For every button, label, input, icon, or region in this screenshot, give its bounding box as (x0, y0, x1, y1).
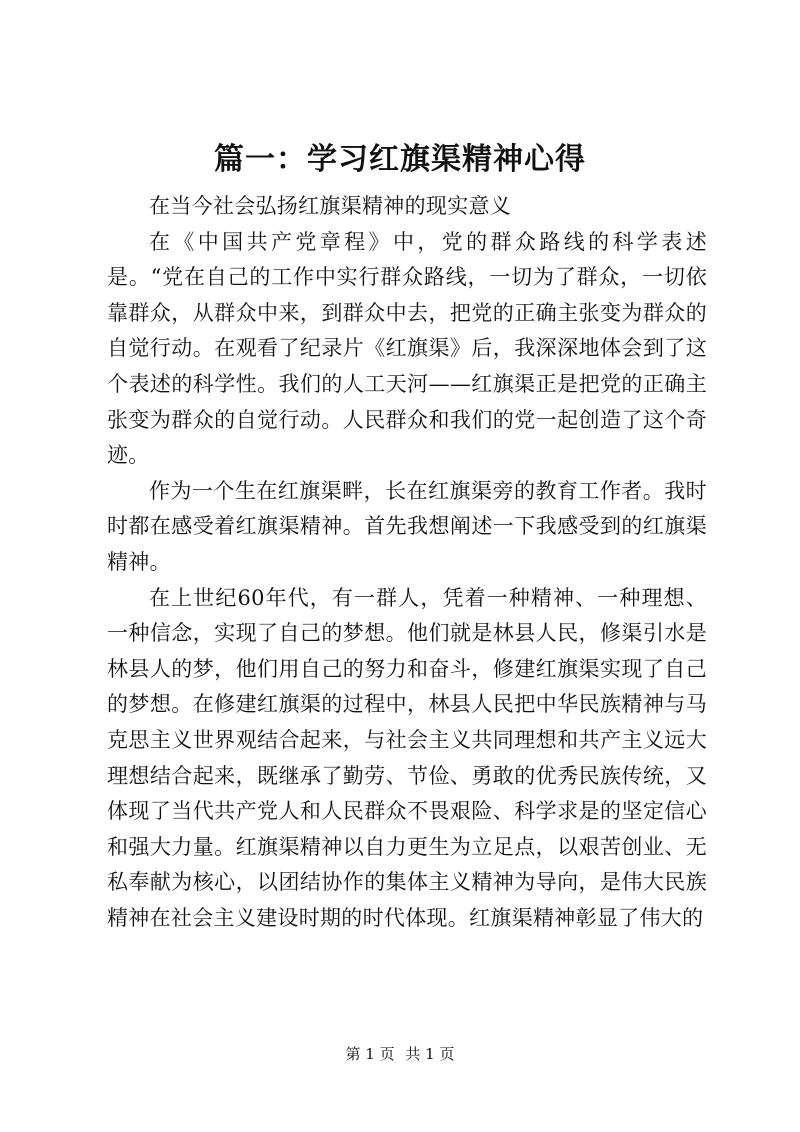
page-footer (0, 1044, 800, 1064)
document-body (107, 189, 707, 936)
paragraph-subtitle: 在当今社会弘扬红旗渠精神的现实意义 (149, 194, 512, 218)
paragraph: 在《中国共产党章程》中，党的群众路线的科学表述是。“党在自己的工作中实行群众路线，一切为了群众，一切依靠群众，从群众中来，到群众中去，把党的正确主张变为群众的自觉行动。在观看了纪录片《红旗渠》后，我深深地体会到了这个表述的科学性。我们的人工天河——红旗渠正是把党的正确主张变为群众的自觉行动。人民群众和我们的党一起创造了这个奇迹。 (107, 229, 707, 468)
total-pages: 共 1 页 (405, 1045, 455, 1063)
page-number: 第 1 页 (345, 1045, 395, 1063)
paragraph: 在上世纪60年代，有一群人，凭着一种精神、一种理想、一种信念，实现了自己的梦想。他们就是林县人民，修渠引水是林县人的梦，他们用自己的努力和奋斗，修建红旗渠实现了自己的梦想。在修建红旗渠的过程中，林县人民把中华民族精神与马克思主义世界观结合起来，与社会主义共同理想和共产主义远大理想结合起来，既继承了勤劳、节俭、勇敢的优秀民族传统，又体现了当代共产党人和人民群众不畏艰险、科学求是的坚定信心和强大力量。红旗渠精神以自力更生为立足点，以艰苦创业、无私奉献为核心，以团结协作的集体主义精神为导向，是伟大民族精神在社会主义建设时期的时代体现。红旗渠精神彰显了伟大的 (107, 585, 707, 930)
paragraph: 作为一个生在红旗渠畔，长在红旗渠旁的教育工作者。我时时都在感受着红旗渠精神。首先我想阐述一下我感受到的红旗渠精神。 (107, 478, 707, 574)
document-title: 篇一：学习红旗渠精神心得 (214, 142, 586, 177)
